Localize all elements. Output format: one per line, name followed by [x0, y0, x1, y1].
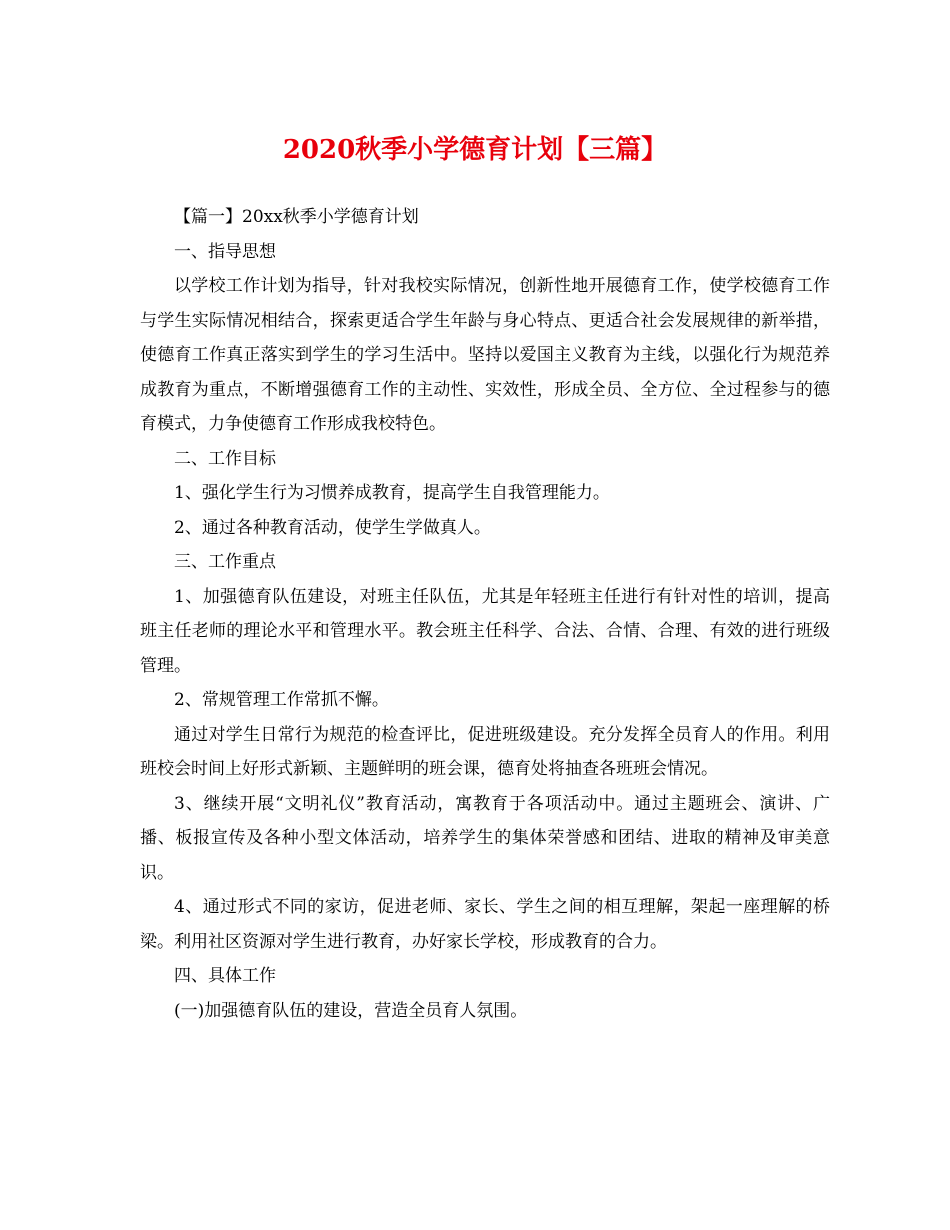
paragraph-focus-4: 4、通过形式不同的家访，促进老师、家长、学生之间的相互理解，架起一座理解的桥梁。利用社区资源对学生进行教育，办好家长学校，形成教育的合力。	[140, 897, 830, 952]
paragraph-goal-2: 2、通过各种教育活动，使学生学做真人。	[174, 517, 491, 538]
paragraph-guiding-ideology: 以学校工作计划为指导，针对我校实际情况，创新性地开展德育工作，使学校德育工作与学生实际情况相结合，探索更适合学生年龄与身心特点、更适合社会发展规律的新举措，使德育工作真正落实到学生的学习生活中。坚持以爱国主义教育为主线，以强化行为规范养成教育为重点，不断增强德育工作的主动性、实效性，形成全员、全方位、全过程参与的德育模式，力争使德育工作形成我校特色。	[140, 276, 830, 434]
heading-specific-work: 四、具体工作	[174, 966, 276, 986]
paragraph-specific-work-1: (一)加强德育队伍的建设，营造全员育人氛围。	[174, 1000, 528, 1021]
section-heading-part-one: 【篇一】20xx秋季小学德育计划	[174, 207, 419, 227]
heading-work-focus: 三、工作重点	[174, 552, 276, 572]
paragraph-focus-2-detail: 通过对学生日常行为规范的检查评比，促进班级建设。充分发挥全员育人的作用。利用班校会时间上好形式新颖、主题鲜明的班会课，德育处将抽查各班班会情况。	[140, 724, 830, 779]
document-body	[140, 200, 830, 1028]
paragraph-focus-3: 3、继续开展“文明礼仪”教育活动，寓教育于各项活动中。通过主题班会、演讲、广播、板报宣传及各种小型文体活动，培养学生的集体荣誉感和团结、进取的精神及审美意识。	[140, 793, 830, 883]
paragraph-focus-2: 2、常规管理工作常抓不懈。	[174, 690, 389, 710]
heading-guiding-ideology: 一、指导思想	[174, 241, 276, 262]
document-title: 2020秋季小学德育计划【三篇】	[282, 135, 668, 165]
paragraph-focus-1: 1、加强德育队伍建设，对班主任队伍，尤其是年轻班主任进行有针对性的培训，提高班主任老师的理论水平和管理水平。教会班主任科学、合法、合情、合理、有效的进行班级管理。	[140, 586, 830, 676]
paragraph-goal-1: 1、强化学生行为习惯养成教育，提高学生自我管理能力。	[174, 483, 610, 503]
heading-work-goals: 二、工作目标	[174, 448, 276, 469]
